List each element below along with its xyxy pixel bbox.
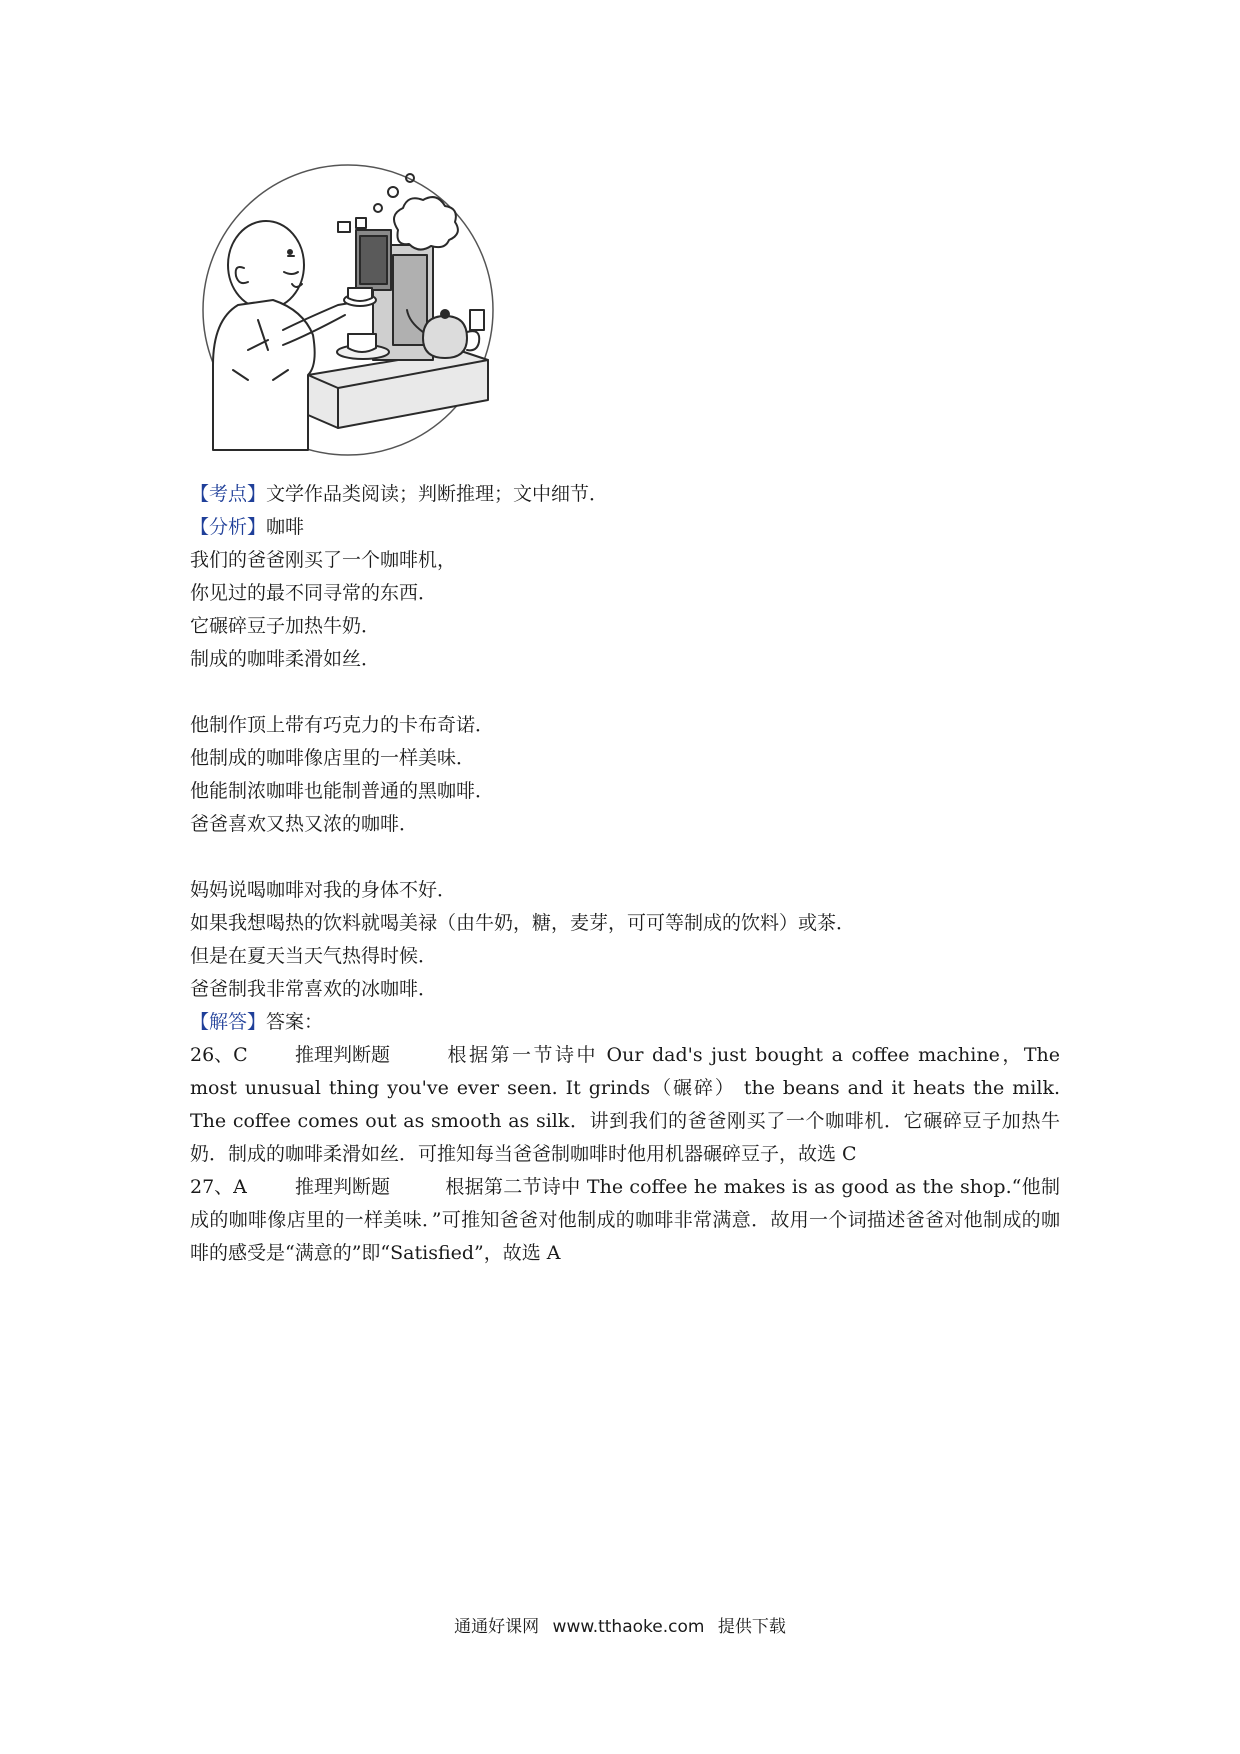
answer-type: 推理判断题: [295, 1044, 391, 1066]
footer-suffix: 提供下载: [717, 1617, 786, 1637]
poem-line: 我们的爸爸刚买了一个咖啡机，: [190, 549, 457, 571]
jieda-line: [190, 1006, 1060, 1039]
kaodian-line: [190, 478, 1060, 511]
answer-item: [190, 1039, 1060, 1171]
poem-line: 制成的咖啡柔滑如丝．: [190, 648, 381, 670]
fenxi-tag: 【分析】: [190, 516, 267, 538]
poem-line: 它碾碎豆子加热牛奶．: [190, 615, 381, 637]
poem-line: 妈妈说喝咖啡对我的身体不好．: [190, 879, 457, 901]
answer-number: 27、A: [190, 1176, 247, 1198]
footer-url[interactable]: www.tthaoke.com: [552, 1617, 705, 1637]
poem-line: 如果我想喝热的饮料就喝美禄（由牛奶，糖，麦芽，可可等制成的饮料）或茶．: [190, 912, 856, 934]
poem-line: 但是在夏天当天气热得时候．: [190, 945, 438, 967]
page-footer: [0, 1612, 1240, 1637]
answer-type: 推理判断题: [295, 1176, 391, 1198]
kaodian-text: 文学作品类阅读；判断推理；文中细节．: [266, 483, 609, 505]
answer-item: [190, 1171, 1060, 1270]
poem-line: 他制作顶上带有巧克力的卡布奇诺．: [190, 714, 495, 736]
answer-explanation: 根据第一节诗中 Our dad's just bought a coffee machine，The most unusual thing you've ever seen. It grinds（碾碎） the beans and it heats the milk. The coffee comes out as smooth as silk．讲到我们的爸爸刚买了一个咖啡机．它碾碎豆子加热牛奶．制成的咖啡柔滑如丝．可推知每当爸爸制咖啡时他用机器碾碎豆子，故选 C: [190, 1044, 1060, 1165]
stanza-gap: [190, 676, 1060, 709]
stanza-gap: [190, 841, 1060, 874]
coffee-machine-illustration: [188, 160, 523, 460]
answer-explanation: 根据第二节诗中 The coffee he makes is as good as the shop.“他制成的咖啡像店里的一样美味．”可推知爸爸对他制成的咖啡非常满意．故用一个词描述爸爸对他制成的咖啡的感受是“满意的”即“Satisfied”，故选 A: [190, 1176, 1060, 1264]
jieda-text: 答案：: [266, 1011, 324, 1033]
fenxi-line: [190, 511, 1060, 544]
document-body: [190, 478, 1060, 1270]
jieda-tag: 【解答】: [190, 1011, 267, 1033]
fenxi-text: 咖啡: [266, 516, 305, 538]
footer-site-name: 通通好课网: [454, 1617, 540, 1637]
poem-line: 他制成的咖啡像店里的一样美味．: [190, 747, 476, 769]
answer-number: 26、C: [190, 1044, 248, 1066]
poem-line: 爸爸喜欢又热又浓的咖啡．: [190, 813, 419, 835]
kaodian-tag: 【考点】: [190, 483, 267, 505]
poem-line: 爸爸制我非常喜欢的冰咖啡．: [190, 978, 438, 1000]
poem-line: 你见过的最不同寻常的东西．: [190, 582, 438, 604]
poem-line: 他能制浓咖啡也能制普通的黑咖啡．: [190, 780, 495, 802]
